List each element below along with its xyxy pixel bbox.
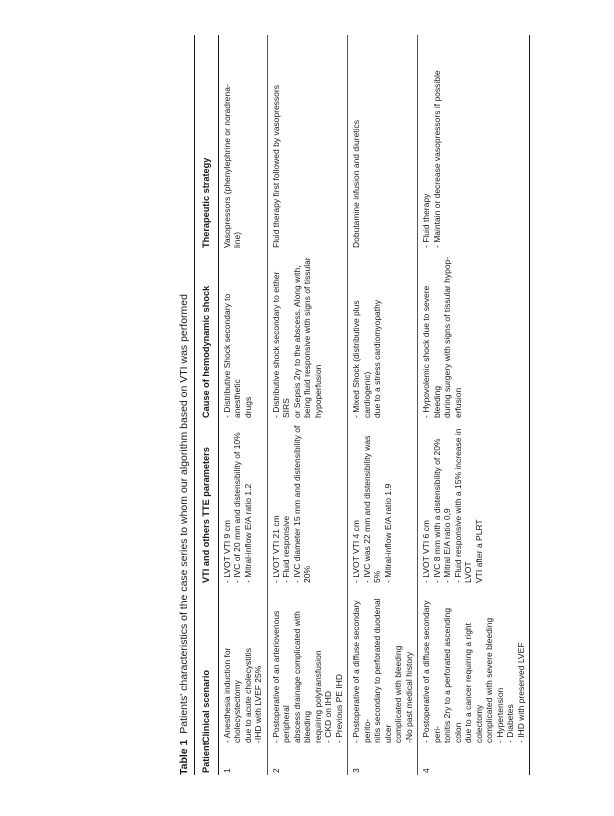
patient-number: 4 <box>418 745 530 775</box>
caption-text: Patients' characteristics of the case series to whom our algorithm based on VTI was performed <box>178 294 190 734</box>
cause-line: - Distributive shock secondary to either SIRS <box>270 271 291 418</box>
vti-line: VTI after a PLRT <box>473 519 484 583</box>
patients-table <box>194 35 530 775</box>
cause-cell <box>348 250 418 420</box>
therapy-line: Dobutamine infusion and diuretics <box>351 119 361 248</box>
vti-line: - LVOT VTI 9 cm <box>221 520 232 583</box>
cause-line: - Mixed Shock (distributive plus cardiogenic) <box>351 300 372 418</box>
clinical-line: - Diabetes <box>505 704 515 743</box>
clinical-line: abscess drainage complicated with bleeding <box>291 611 312 743</box>
table-label: Table 1 <box>178 739 190 775</box>
patient-number: 1 <box>218 745 267 775</box>
table-row <box>418 35 530 775</box>
clinical-line: -IHD with LVEF 25% <box>253 665 263 743</box>
vti-line: - Mitral-inflow E/A ratio 1.9 <box>382 483 393 583</box>
clinical-line: - Postoperative of an arteriovenous peripheral <box>270 610 291 743</box>
therapy-line: line) <box>232 231 242 248</box>
vti-line: - IVC was 22 mm and distensibility was 5% <box>361 435 382 583</box>
clinical-cell <box>418 585 530 745</box>
clinical-line: complicated with bleeding <box>393 645 403 743</box>
clinical-line: due to a cancer requiring a right colectomy <box>463 622 484 743</box>
header-clinical-scenario: Clinical scenario <box>195 585 219 745</box>
clinical-line: - Postoperative of a diffuse secondary peri- <box>421 600 442 743</box>
vti-line: - IVC of 20 mm and distensibility of 10% <box>232 432 242 583</box>
cause-line: - Hypovolemic shock due to severe bleeding <box>421 285 442 418</box>
vti-line: - LVOT VTI 6 cm <box>421 520 431 583</box>
vti-line: - Fluid responsive <box>281 515 291 583</box>
therapy-cell <box>267 35 348 250</box>
vti-cell <box>218 420 267 585</box>
clinical-line: requiring polytransfusion <box>312 650 323 743</box>
vti-line: - Mitral-inflow E/A ratio 1.2 <box>242 483 253 583</box>
clinical-cell <box>348 585 418 745</box>
header-patient: Patient <box>195 745 219 775</box>
table-caption <box>178 35 191 775</box>
therapy-line: - Maintain or decrease vasopressors if possible <box>431 70 442 248</box>
therapy-line: - Fluid therapy <box>421 193 431 248</box>
patient-number: 3 <box>348 745 418 775</box>
table-row <box>218 35 267 775</box>
cause-line: during surgery with signs of tissular hypop- <box>442 256 452 418</box>
vti-line: - LVOT VTI 4 cm <box>351 520 361 583</box>
clinical-line: -No past medical history <box>403 651 414 743</box>
vti-line: - IVC diameter 15 mm and distensibility of <box>291 425 302 583</box>
patient-number: 2 <box>267 745 348 775</box>
therapy-line: Fluid therapy first followed by vasopressors <box>270 85 281 248</box>
table-body <box>218 35 530 775</box>
cause-line: erfusion <box>452 387 463 418</box>
therapy-line: Vasopressors (phenylephrine or noradrena- <box>221 84 232 248</box>
clinical-line: - IHD with preserved LVEF <box>515 642 526 743</box>
vti-line: 20% <box>302 565 312 583</box>
clinical-line: complicated with severe bleeding <box>484 617 494 743</box>
clinical-line: - Hypertension <box>494 687 505 743</box>
vti-cell <box>348 420 418 585</box>
therapy-cell <box>218 35 267 250</box>
cause-line: hypoperfusion <box>312 364 323 418</box>
clinical-line: nitis secondary to perforated duodenal ulcer <box>372 598 393 743</box>
cause-line: due to a stress cardiomyopathy <box>372 299 382 418</box>
table-row <box>267 35 348 775</box>
cause-line: - Distributive Shock secondary to anesthetic <box>221 293 242 418</box>
clinical-line: - Previous PE IHD <box>333 674 344 743</box>
clinical-cell <box>218 585 267 745</box>
cause-line: being fluid responsive with signs of tissular <box>302 257 312 418</box>
clinical-cell <box>267 585 348 745</box>
clinical-line: tonitis 2ry to a perforated ascending colon <box>442 607 463 743</box>
therapy-cell <box>348 35 418 250</box>
vti-cell <box>267 420 348 585</box>
cause-cell <box>267 250 348 420</box>
cause-line: drugs <box>242 396 253 418</box>
clinical-line: due to acute cholecystitis <box>242 648 253 743</box>
vti-line: - Fluid responsive with a 15% increase in LVOT <box>452 428 473 583</box>
header-row <box>195 35 219 775</box>
therapy-cell <box>418 35 530 250</box>
clinical-line: - CKD on IHD <box>323 691 333 743</box>
vti-cell <box>418 420 530 585</box>
header-therapeutic-strategy: Therapeutic strategy <box>195 35 219 250</box>
cause-line: or Sepsis 2ry to the abscess. Along with, <box>291 265 302 418</box>
clinical-line: - Postoperative of a diffuse secondary perito- <box>351 600 372 743</box>
clinical-line: - Anesthesia induction for cholecystectomy <box>221 647 242 743</box>
vti-line: - IVC 8 mm with a distensibility of 20% <box>431 438 442 583</box>
table-row <box>348 35 418 775</box>
header-vti-parameters: VTI and others TTE parameters <box>195 420 219 585</box>
header-cause-of-shock: Cause of hemodynamic shock <box>195 250 219 420</box>
vti-line: - LVOT VTI 21 cm <box>270 515 281 583</box>
vti-line: - Mitral E/A ratio 0,9 <box>442 508 452 583</box>
cause-cell <box>218 250 267 420</box>
cause-cell <box>418 250 530 420</box>
